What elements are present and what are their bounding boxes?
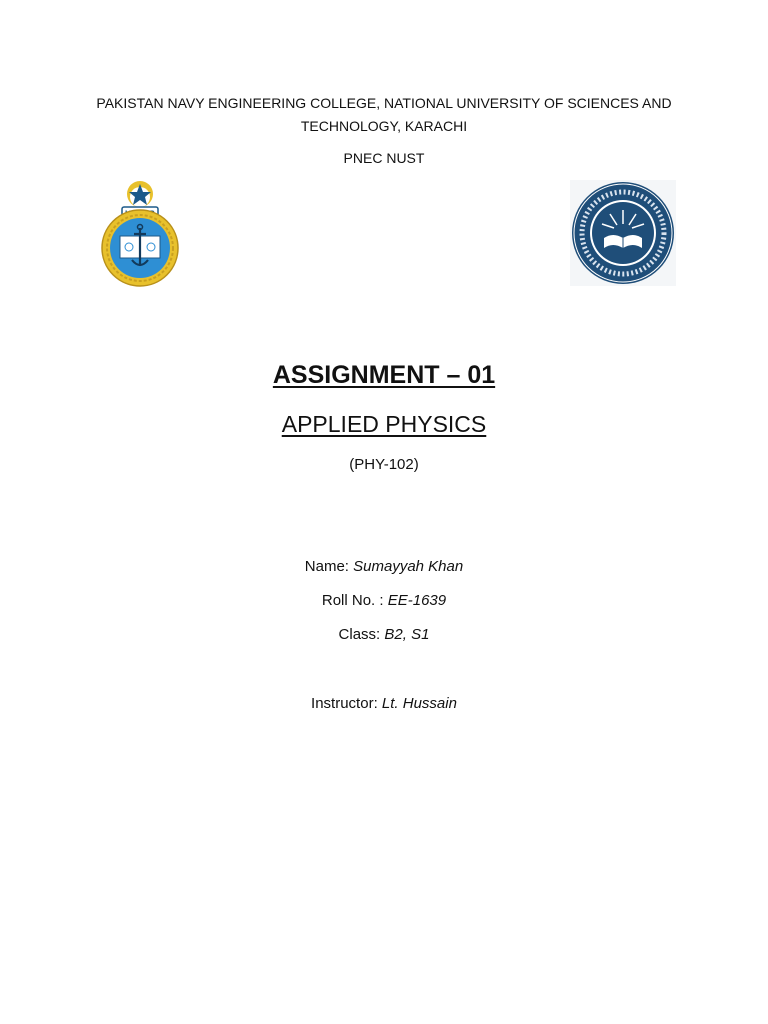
class-line [0, 624, 768, 646]
institution-name: PAKISTAN NAVY ENGINEERING COLLEGE, NATIONAL UNIVERSITY OF SCIENCES AND TECHNOLOGY, KARACHI [96, 95, 672, 134]
instructor-label: Instructor: [311, 695, 378, 712]
nust-seal-logo [570, 180, 676, 286]
roll-value: EE-1639 [387, 592, 447, 609]
course-code: (PHY-102) [349, 456, 419, 473]
instructor-value: Lt. Hussain [381, 695, 457, 712]
star-crescent-icon [127, 181, 153, 207]
subject-title: APPLIED PHYSICS [281, 411, 487, 437]
student-name-line [0, 556, 768, 578]
institution-short-name: PNEC NUST [343, 150, 425, 166]
instructor-line [0, 693, 768, 715]
pnec-crest-logo [96, 180, 184, 288]
assignment-title: ASSIGNMENT – 01 [272, 361, 496, 389]
roll-number-line [0, 590, 768, 612]
name-label: Name: [304, 558, 349, 575]
name-value: Sumayyah Khan [353, 558, 464, 575]
class-label: Class: [338, 626, 381, 643]
roll-label: Roll No. : [321, 592, 384, 609]
class-value: B2, S1 [384, 626, 430, 643]
